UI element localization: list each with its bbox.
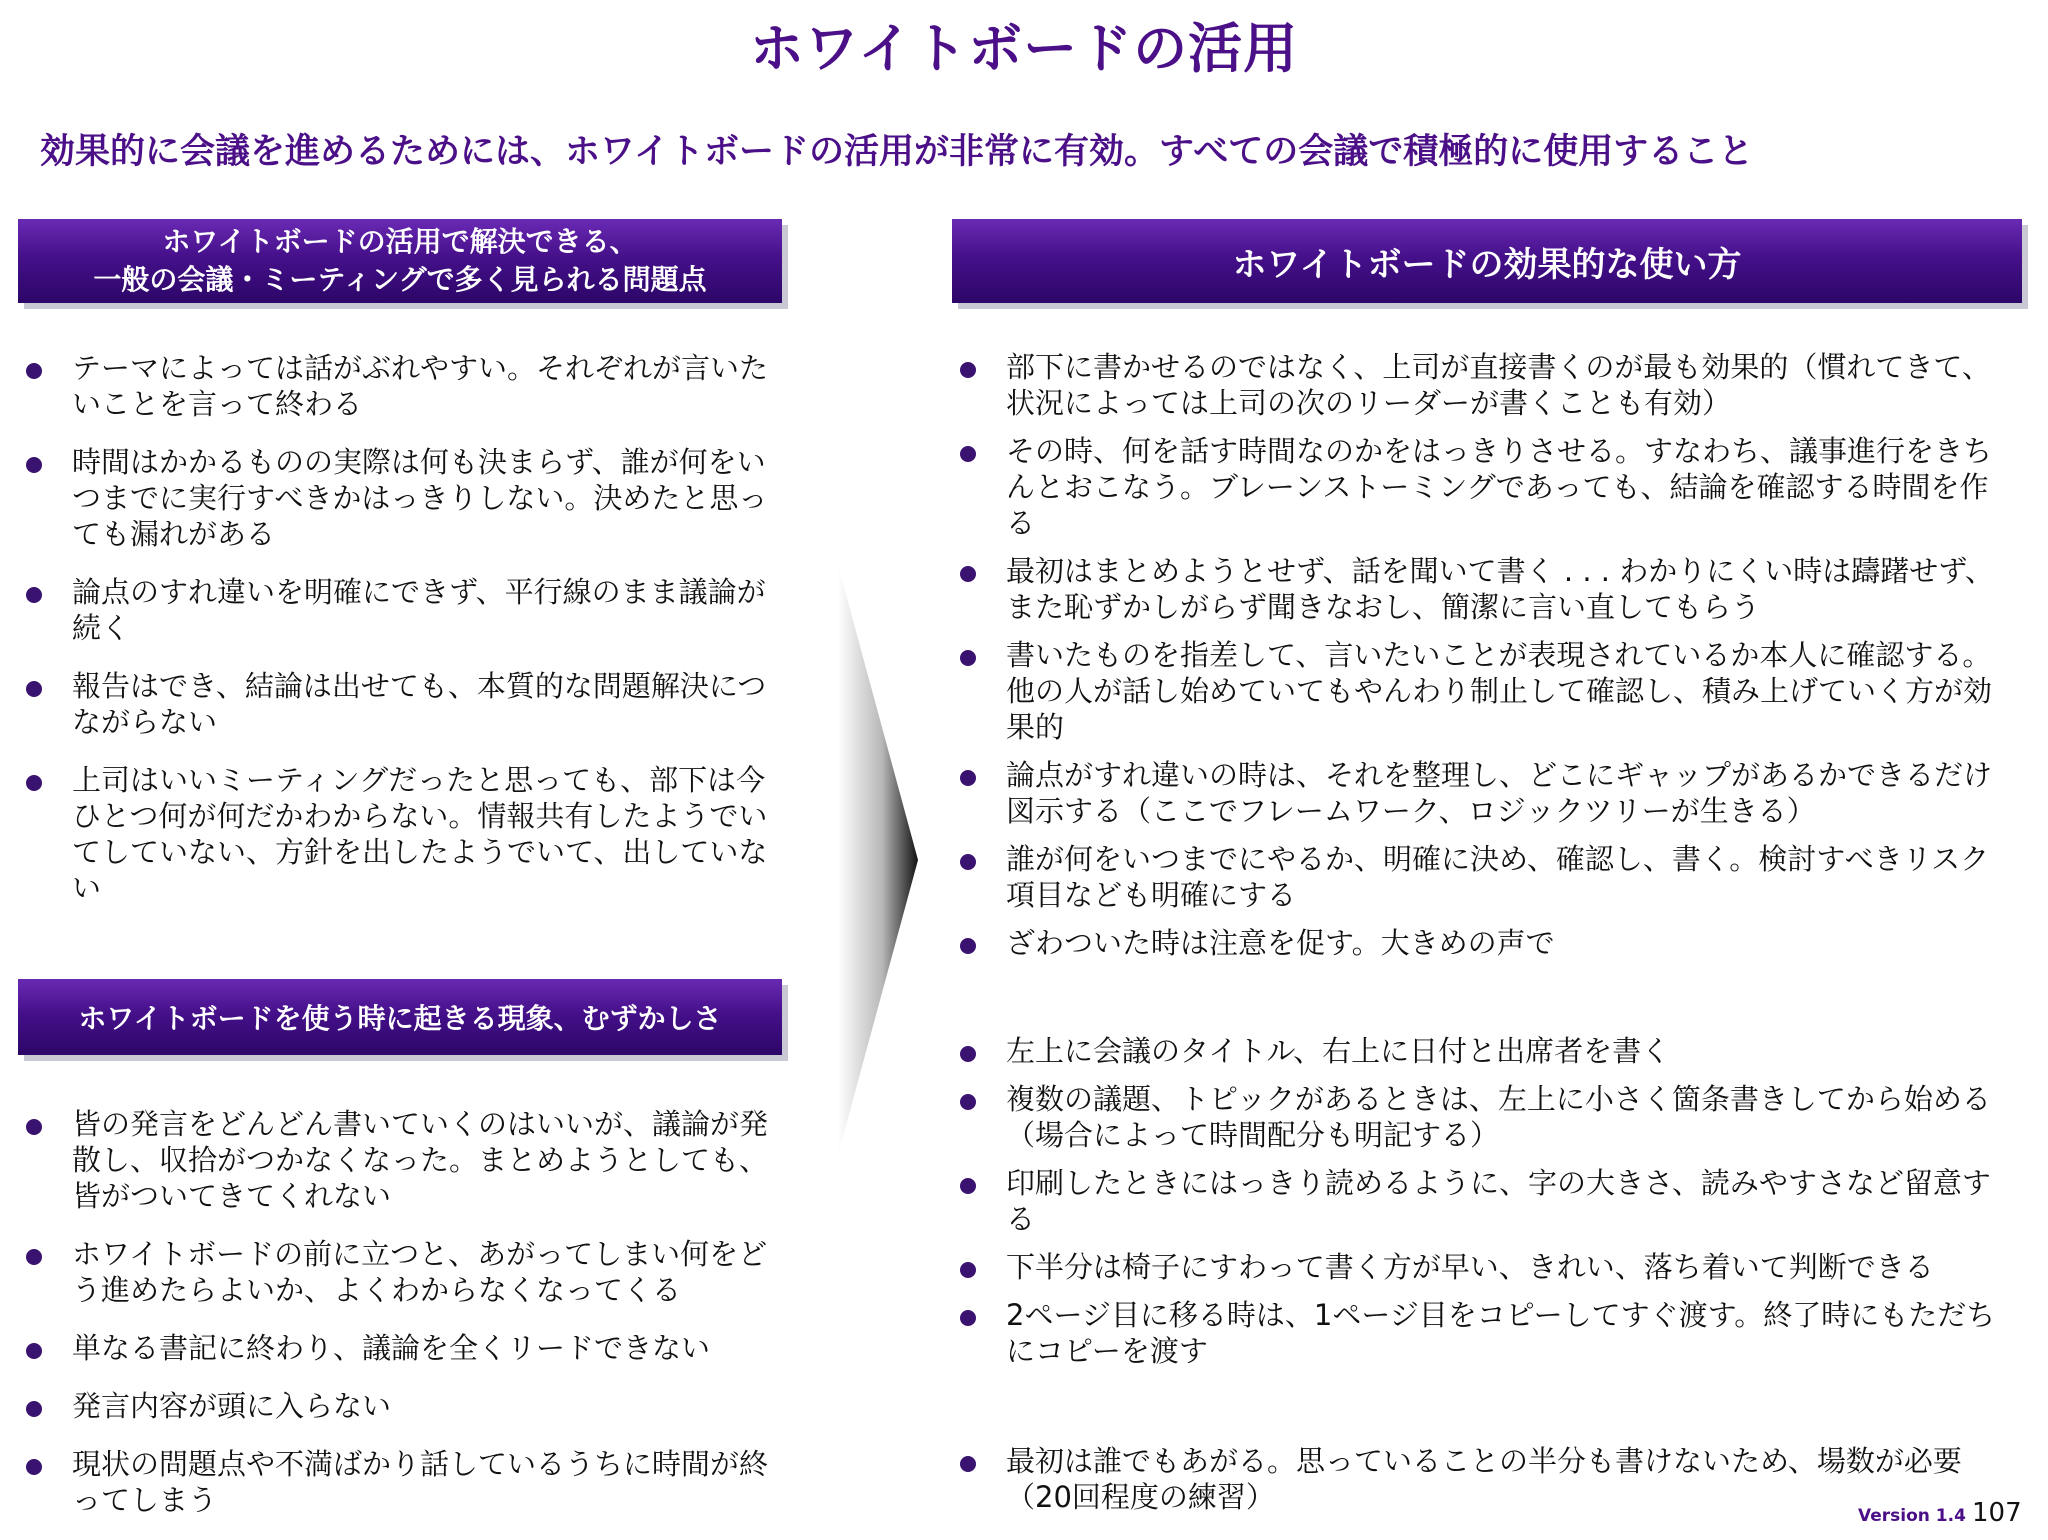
- usage-item: 最初はまとめようとせず、話を聞いて書く . . . わかりにくい時は躊躇せず、また恥ずかしがらず聞きなおし、簡潔に言い直してもらう: [956, 553, 2016, 625]
- problems-list: [22, 350, 782, 928]
- usage-item: 2ページ目に移る時は、1ページ目をコピーしてすぐ渡す。終了時にもただちにコピーを渡す: [956, 1297, 2016, 1369]
- usage-item: その時、何を話す時間なのかをはっきりさせる。すなわち、議事進行をきちんとおこなう。ブレーンストーミングであっても、結論を確認する時間を作る: [956, 433, 2016, 541]
- problem-item: 上司はいいミーティングだったと思っても、部下は今ひとつ何が何だかわからない。情報共有したようでいてしていない、方針を出したようでいて、出していない: [22, 762, 782, 906]
- usage-item: 左上に会議のタイトル、右上に日付と出席者を書く: [956, 1033, 2016, 1069]
- difficulties-list: [22, 1106, 782, 1540]
- usage-item: 複数の議題、トピックがあるときは、左上に小さく箇条書きしてから始める（場合によって時間配分も明記する）: [956, 1081, 2016, 1153]
- version-label: Version 1.4: [1858, 1506, 1966, 1526]
- usage-list-middle: [956, 1033, 2016, 1381]
- usage-item: 論点がすれ違いの時は、それを整理し、どこにギャップがあるかできるだけ図示する（ここでフレームワーク、ロジックツリーが生きる）: [956, 757, 2016, 829]
- usage-item: ざわついた時は注意を促す。大きめの声で: [956, 925, 2016, 961]
- section-header-problems-line1: ホワイトボードの活用で解決できる、: [162, 225, 638, 258]
- page-title: ホワイトボードの活用: [749, 17, 1299, 80]
- usage-item: 誰が何をいつまでにやるか、明確に決め、確認し、書く。検討すべきリスク項目なども明確にする: [956, 841, 2016, 913]
- page-subtitle: 効果的に会議を進めるためには、ホワイトボードの活用が非常に有効。すべての会議で積極的に使用すること: [40, 132, 1754, 172]
- usage-item: 印刷したときにはっきり読めるように、字の大きさ、読みやすさなど留意する: [956, 1165, 2016, 1237]
- usage-item: 部下に書かせるのではなく、上司が直接書くのが最も効果的（慣れてきて、状況によっては上司の次のリーダーが書くことも有効）: [956, 349, 2016, 421]
- usage-item: 書いたものを指差して、言いたいことが表現されているか本人に確認する。他の人が話し始めていてもやんわり制止して確認し、積み上げていく方が効果的: [956, 637, 2016, 745]
- difficulty-item: 単なる書記に終わり、議論を全くリードできない: [22, 1330, 782, 1366]
- difficulty-item: 皆の発言をどんどん書いていくのはいいが、議論が発散し、収拾がつかなくなった。まとめようとしても、皆がついてきてくれない: [22, 1106, 782, 1214]
- section-header-problems-line2: 一般の会議・ミーティングで多く見られる問題点: [93, 263, 707, 296]
- problem-item: 時間はかかるものの実際は何も決まらず、誰が何をいつまでに実行すべきかはっきりしない。決めたと思っても漏れがある: [22, 444, 782, 552]
- problem-item: 報告はでき、結論は出せても、本質的な問題解決につながらない: [22, 668, 782, 740]
- section-header-difficulties: ホワイトボードを使う時に起きる現象、むずかしさ: [18, 979, 782, 1055]
- problem-item: テーマによっては話がぶれやすい。それぞれが言いたいことを言って終わる: [22, 350, 782, 422]
- section-header-effective-usage: ホワイトボードの効果的な使い方: [952, 219, 2022, 303]
- usage-item: 下半分は椅子にすわって書く方が早い、きれい、落ち着いて判断できる: [956, 1249, 2016, 1285]
- difficulty-item: 現状の問題点や不満ばかり話しているうちに時間が終ってしまう: [22, 1446, 782, 1518]
- difficulty-item: ホワイトボードの前に立つと、あがってしまい何をどう進めたらよいか、よくわからなくなってくる: [22, 1236, 782, 1308]
- problem-item: 論点のすれ違いを明確にできず、平行線のまま議論が続く: [22, 574, 782, 646]
- section-header-problems: [18, 219, 782, 303]
- right-arrow-icon: [838, 565, 918, 1155]
- usage-list-bottom: [956, 1443, 2016, 1515]
- usage-item: 最初は誰でもあがる。思っていることの半分も書けないため、場数が必要（20回程度の練習）: [956, 1443, 2016, 1515]
- difficulty-item: 発言内容が頭に入らない: [22, 1388, 782, 1424]
- page-number: 107: [1972, 1498, 2022, 1528]
- usage-list-top: [956, 349, 2016, 973]
